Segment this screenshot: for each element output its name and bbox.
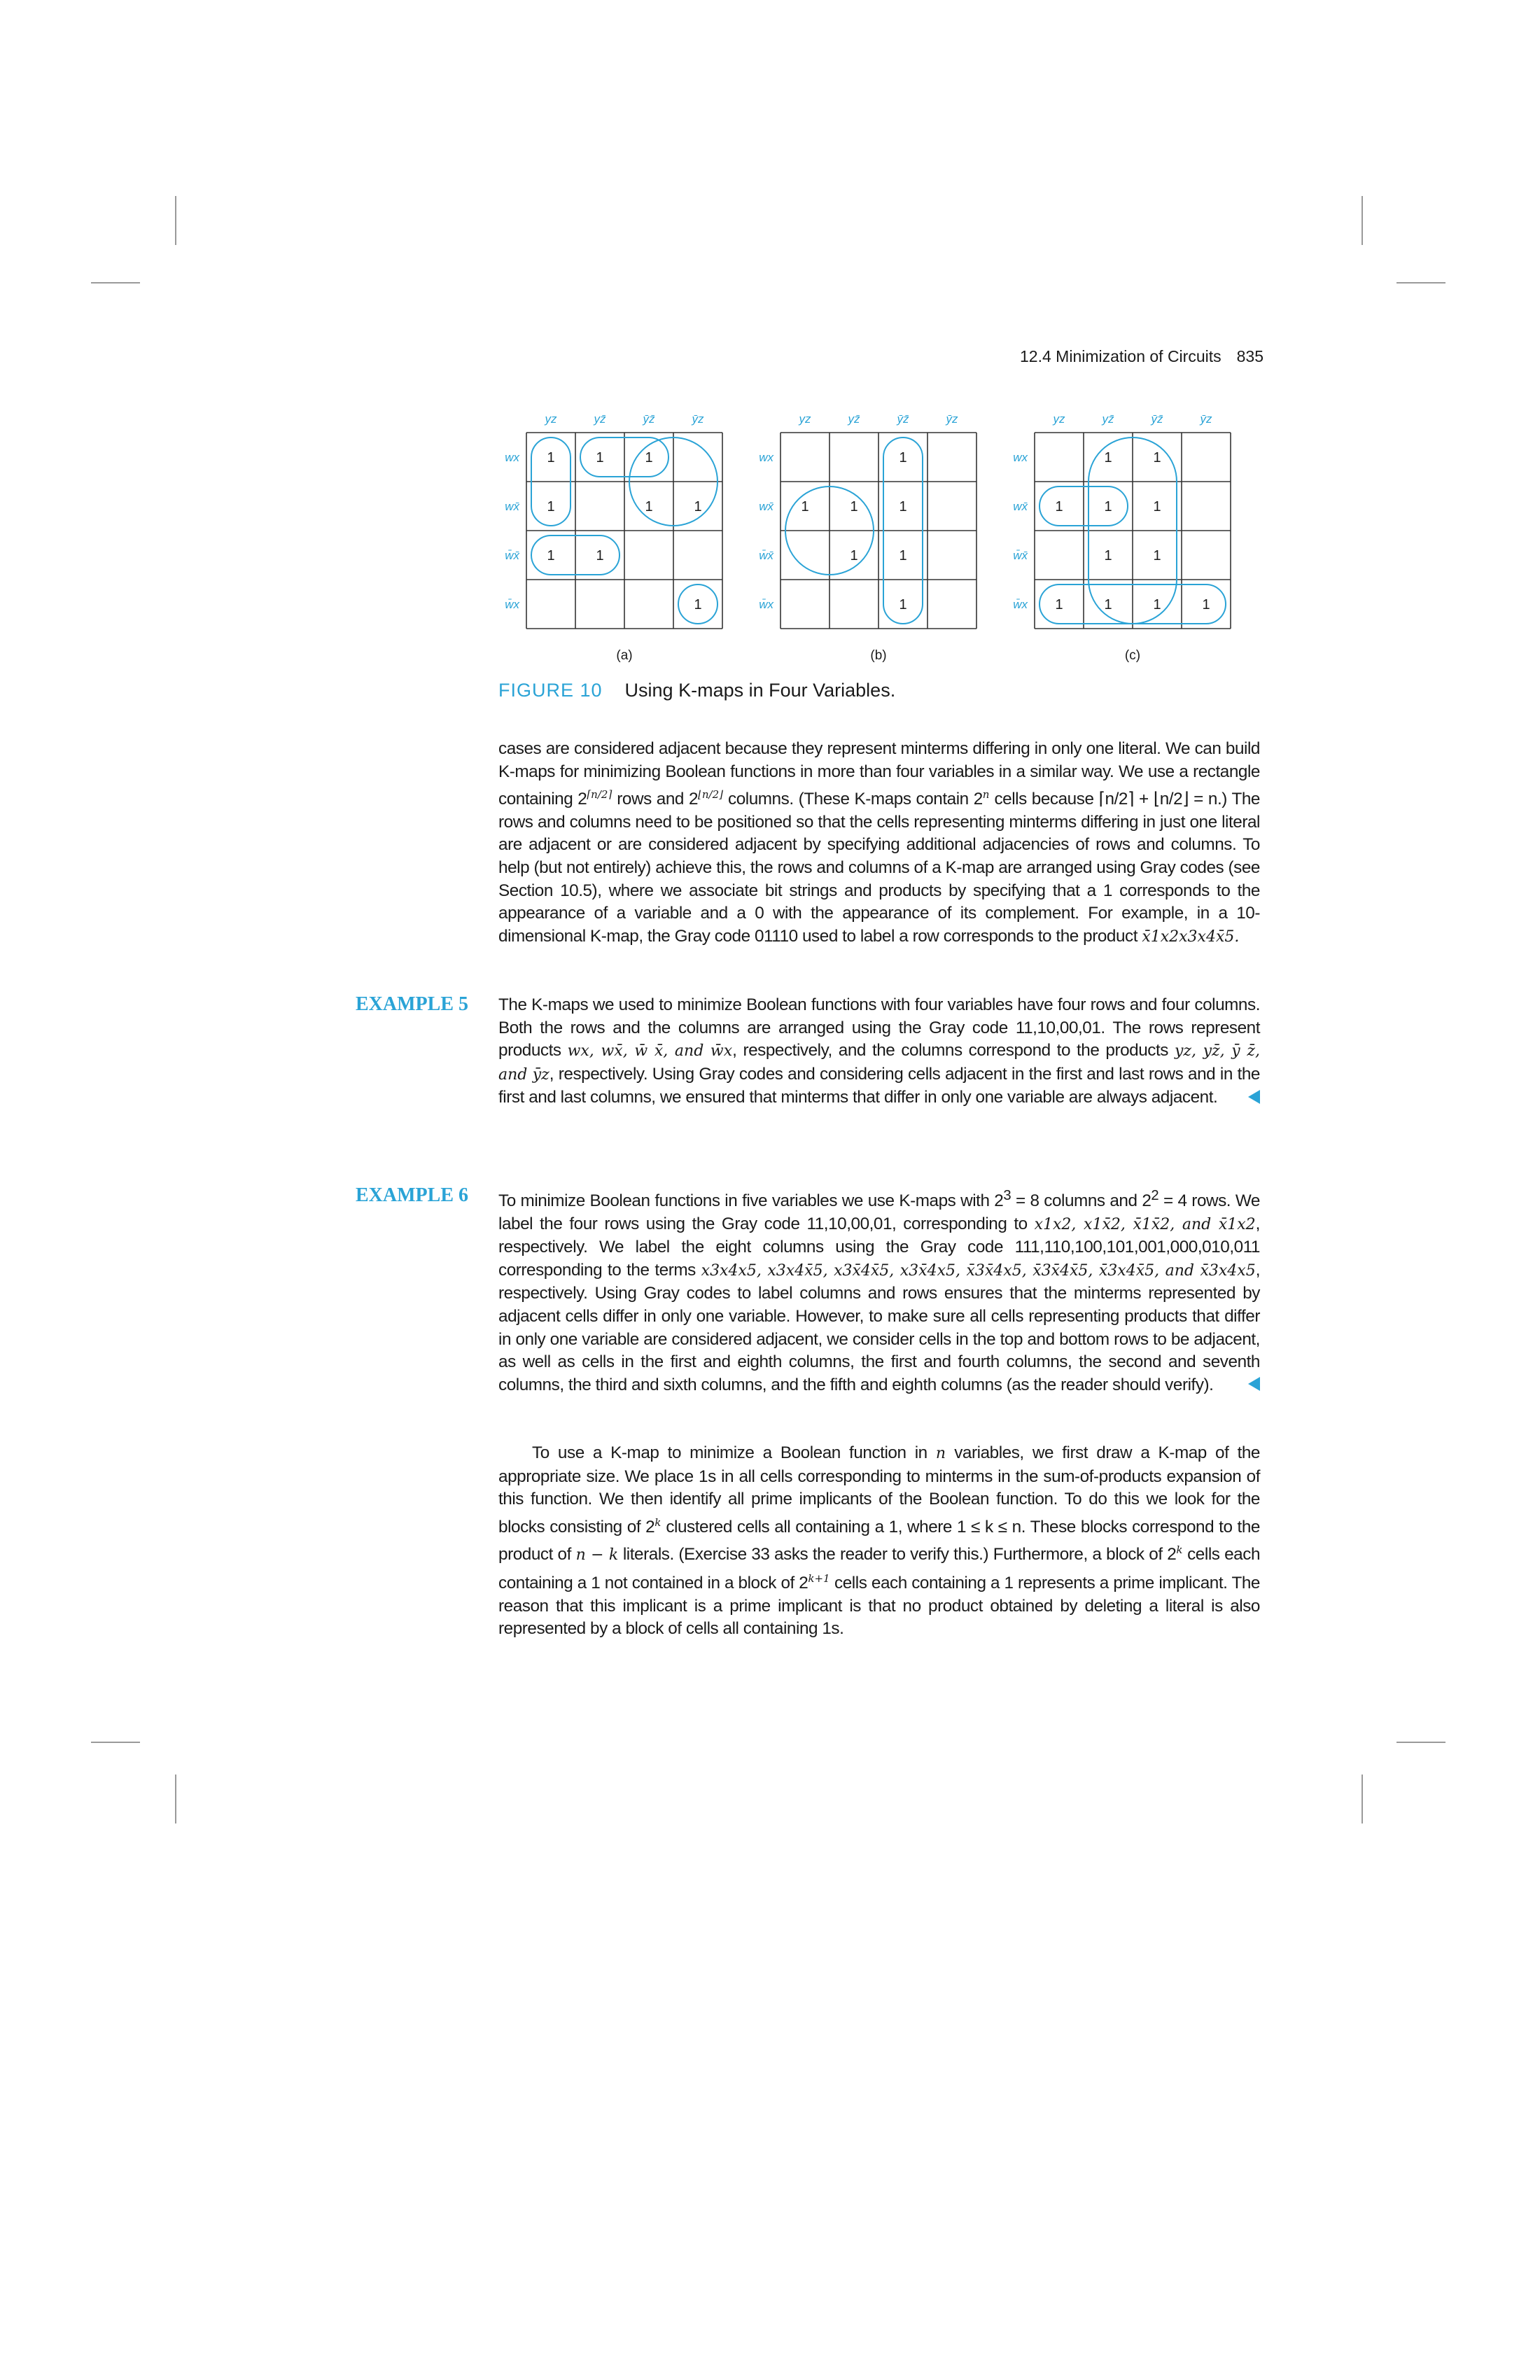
kmap-cell-value: 1 [899, 548, 907, 564]
kmap-cell-value: 1 [850, 548, 858, 564]
row-header: w̄x̄ [1013, 549, 1028, 562]
ex5-cols-math: yz, yz̄, ȳ z̄, and ȳz [498, 1042, 1260, 1084]
ex6-text-d: , respectively. We label the eight columns using the Gray code 111,110,100,101,001,000,010,011 corresponding to the terms [498, 1214, 1260, 1280]
example-5-label: EXAMPLE 5 [356, 993, 468, 1015]
row-header: wx̄ [505, 500, 519, 513]
kmap-cell-value: 1 [1055, 597, 1063, 612]
ex6-sup-a: 3 [1003, 1188, 1011, 1203]
crop-mark-br-v [1362, 1774, 1363, 1823]
row-header: wx̄ [759, 500, 774, 513]
row-header: w̄x [1013, 598, 1028, 611]
crop-mark-tr-h [1396, 282, 1446, 284]
p1-product: x̄1x2x3x4x̄5. [1142, 927, 1240, 946]
example-5-block [498, 994, 1260, 1110]
row-header: wx̄ [1013, 500, 1028, 513]
kmap-cell-value: 1 [850, 499, 858, 514]
figure-label: FIGURE 10 [498, 680, 603, 701]
kmap-cell-value: 1 [1104, 597, 1112, 612]
ex6-text-c: = 4 rows. We label the four rows using the Gray code 11,10,00,01, corresponding to [498, 1191, 1260, 1233]
row-header: wx [759, 451, 774, 464]
p1-text-a: cases are considered adjacent because they represent minterms differing in only one literal. We can build K-maps for minimizing Boolean functions in more than four variables in a similar way. We use a rectangle containing 2 [498, 739, 1260, 809]
kmap-label: (a) [616, 648, 633, 663]
kmap-cell-value: 1 [1104, 548, 1112, 564]
kmap-cell-value: 1 [1104, 499, 1112, 514]
ex6-cols-math: x3x4x5, x3x4x̄5, x3x̄4x̄5, x3x̄4x5, x̄3x̄4x5, x̄3x̄4x̄5, x̄3x4x̄5, and x̄3x4x5 [701, 1261, 1256, 1280]
kmap-cell-value: 1 [596, 548, 604, 564]
kmap-cell-value: 1 [694, 499, 702, 514]
col-header: yz̄ [848, 412, 860, 426]
p1-text-c: columns. (These K-maps contain 2 [723, 790, 983, 809]
closing-text-d: literals. (Exercise 33 asks the reader to verify this.) Furthermore, a block of 2 [618, 1545, 1177, 1564]
p1-n-exponent: n [982, 788, 990, 802]
col-header: ȳz [692, 412, 704, 426]
kmap-label: (b) [870, 648, 887, 663]
kmap-cell-value: 1 [899, 499, 907, 514]
crop-mark-tr-v [1362, 196, 1363, 245]
crop-mark-br-h [1396, 1742, 1446, 1743]
kmap-cell-value: 1 [547, 499, 555, 514]
p1-text-b: rows and 2 [612, 790, 699, 809]
kmap-cell-value: 1 [1153, 548, 1161, 564]
kmap-cell-value: 1 [801, 499, 809, 514]
example-5-text [498, 994, 1260, 1110]
closing-text-a: To use a K-map to minimize a Boolean function in [532, 1443, 936, 1462]
row-header: w̄x̄ [505, 549, 519, 562]
ex6-text-b: = 8 columns and 2 [1011, 1191, 1152, 1211]
kmap-cell-value: 1 [547, 548, 555, 564]
kmap-cell-value: 1 [1153, 450, 1161, 465]
closing-k1-sup: k+1 [808, 1572, 830, 1586]
p1-text-d: cells because ⌈n/2⌉ + ⌊n/2⌋ = n.) [989, 790, 1227, 809]
kmap-cell-value: 1 [596, 450, 604, 465]
kmap-cell-value: 1 [1153, 499, 1161, 514]
col-header: yz [799, 412, 811, 426]
closing-n-minus-k: n − k [575, 1546, 619, 1564]
section-title: 12.4 Minimization of Circuits [1020, 347, 1222, 365]
kmap-1 [759, 412, 976, 663]
body-paragraph-closing [498, 1442, 1260, 1641]
crop-mark-tl-v [175, 196, 176, 245]
page-number: 835 [1236, 347, 1264, 365]
body-paragraph-1 [498, 738, 1260, 948]
col-header: ȳz [1200, 412, 1212, 426]
ex5-text-b: , respectively, and the columns correspond to the products [732, 1041, 1175, 1060]
col-header: yz̄ [1102, 412, 1114, 426]
example-6-label: EXAMPLE 6 [356, 1184, 468, 1206]
p1-text-e: The rows and columns need to be positioned so that the cells representing minterms differing in just one literal are adjacent or are considered adjacent by specifying additional adjacencies of rows and columns. To help (but not entirely) achieve this, the rows and columns of a K-map are arranged using Gray codes (see Section 10.5), where we associate bit strings and products by specifying that a 1 corresponds to the appearance of a variable and a 0 with the appearance of its complement. For example, in a 10-dimensional K-map, the Gray code 01110 used to label a row corresponds to the product [498, 790, 1260, 946]
ex5-rows-math: wx, wx̄, w̄ x̄, and w̄x [567, 1042, 733, 1060]
ex6-sup-b: 2 [1151, 1188, 1159, 1203]
kmap-cell-value: 1 [694, 597, 702, 612]
col-header: ȳz̄ [643, 412, 655, 426]
col-header: ȳz̄ [1151, 412, 1163, 426]
crop-mark-tl-h [91, 282, 140, 284]
kmap-0 [505, 412, 722, 663]
col-header: ȳz̄ [897, 412, 909, 426]
row-header: w̄x [759, 598, 774, 611]
ex6-rows-math: x1x2, x1x̄2, x̄1x̄2, and x̄1x2 [1034, 1215, 1256, 1233]
closing-text-b: variables, we first draw a K-map of the appropriate size. We place 1s in all cells corresponding to minterms in the sum-of-products expansion of this function. We then identify all prime implicants of the Boolean function. To do this we look for the blocks consisting of 2 [498, 1443, 1260, 1536]
kmap-cell-value: 1 [1104, 450, 1112, 465]
closing-k-sup-1: k [654, 1516, 662, 1529]
end-of-example-5-icon [1248, 1090, 1260, 1104]
kmap-figure [490, 406, 1232, 672]
kmap-cell-value: 1 [1202, 597, 1210, 612]
row-header: wx [505, 451, 519, 464]
example-6-block [498, 1184, 1260, 1396]
ex6-text-a: To minimize Boolean functions in five variables we use K-maps with 2 [498, 1191, 1004, 1211]
closing-text-c: clustered cells all containing a 1, where 1 ≤ k ≤ n. These blocks correspond to the product of [498, 1517, 1260, 1564]
crop-mark-bl-h [91, 1742, 140, 1743]
ex5-text-a: The K-maps we used to minimize Boolean functions with four variables have four rows and four columns. Both the rows and the columns are arranged using the Gray code 11,10,00,01. The rows represent products [498, 995, 1260, 1060]
end-of-example-6-icon [1248, 1377, 1260, 1391]
col-header: yz̄ [594, 412, 606, 426]
row-header: w̄x̄ [759, 549, 774, 562]
col-header: yz [1053, 412, 1065, 426]
kmap-cell-value: 1 [645, 499, 653, 514]
kmap-2 [1013, 412, 1231, 663]
kmap-cell-value: 1 [899, 450, 907, 465]
kmap-cell-value: 1 [645, 450, 653, 465]
closing-n: n [935, 1445, 946, 1462]
row-header: w̄x [505, 598, 519, 611]
kmap-cell-value: 1 [899, 597, 907, 612]
closing-k-sup-2: k [1176, 1544, 1183, 1557]
figure-caption-text: Using K-maps in Four Variables. [624, 680, 896, 701]
kmap-cell-value: 1 [547, 450, 555, 465]
col-header: yz [545, 412, 557, 426]
ex6-text-e: , respectively. Using Gray codes to label columns and rows ensures that the minterms represented by adjacent cells differ in only one variable. However, to make sure all cells representing products that differ in only one variable are considered adjacent, we consider cells in the top and bottom rows to be adjacent, as well as cells in the first and eighth columns, the first and fourth columns, the second and seventh columns, the third and sixth columns, and the fifth and eighth columns (as the reader should verify). [498, 1260, 1260, 1394]
closing-text-e: cells each containing a 1 not contained in a block of 2 [498, 1545, 1261, 1593]
running-head [1020, 347, 1264, 366]
p1-floor-exponent: ⌊n/2⌋ [698, 788, 723, 802]
kmap-label: (c) [1124, 648, 1141, 663]
closing-text-f: cells each containing a 1 represents a prime implicant. The reason that this implicant is a prime implicant is that no product obtained by deleting a literal is also represented by a block of cells all containing 1s. [498, 1574, 1260, 1639]
p1-ceil-exponent: ⌈n/2⌉ [587, 788, 612, 802]
kmap-cell-value: 1 [1055, 499, 1063, 514]
row-header: wx [1013, 451, 1028, 464]
col-header: ȳz [946, 412, 958, 426]
figure-caption [498, 680, 895, 701]
kmap-cell-value: 1 [1153, 597, 1161, 612]
ex5-text-c: , respectively. Using Gray codes and considering cells adjacent in the first and last rows and in the first and last columns, we ensured that minterms that differ in only one variable are always adjacent. [498, 1064, 1260, 1107]
crop-mark-bl-v [175, 1774, 176, 1823]
example-6-text [498, 1184, 1260, 1396]
